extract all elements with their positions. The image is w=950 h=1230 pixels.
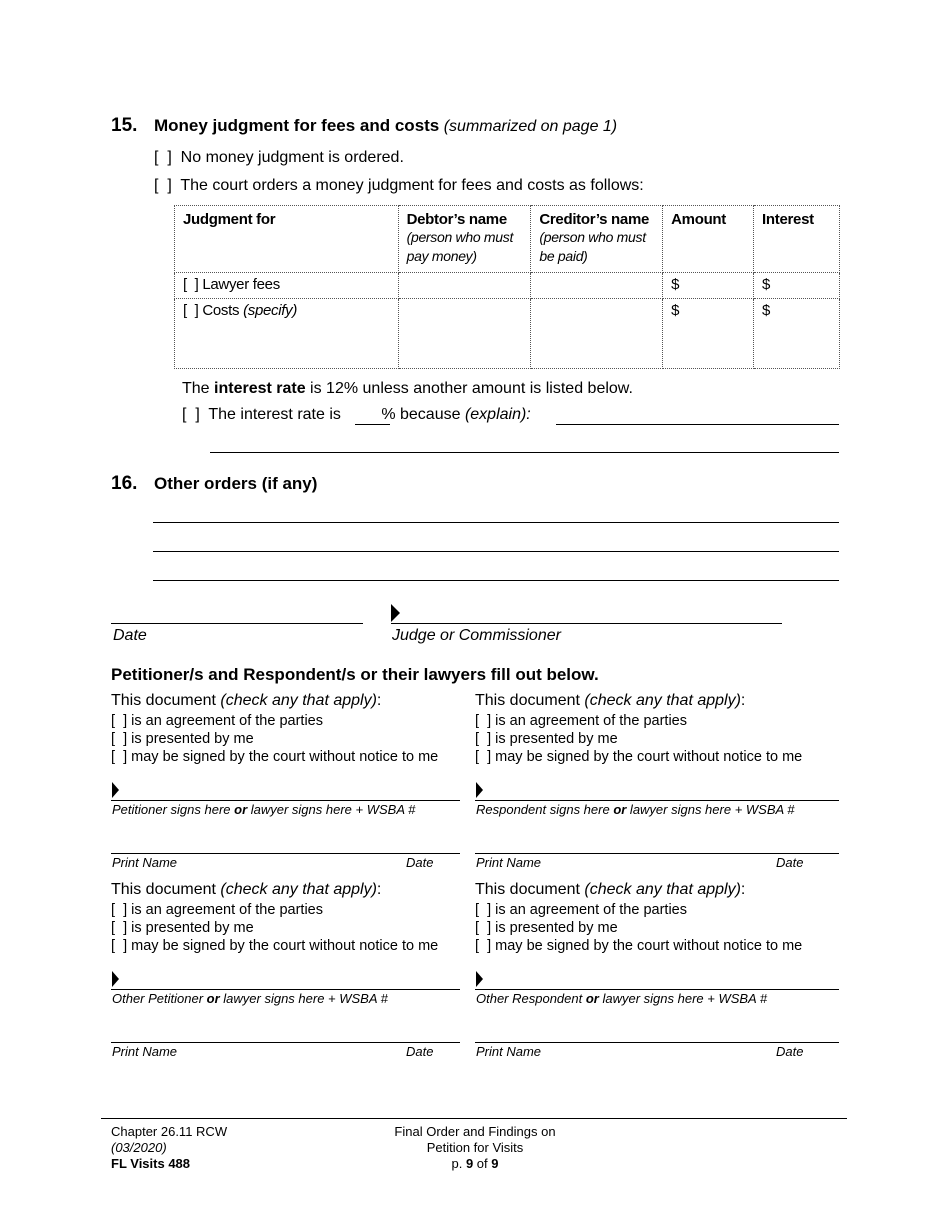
sign-arrow-icon [391,604,400,622]
document-type-label: This document (check any that apply): [475,692,746,709]
other-orders-line-2[interactable] [153,551,839,552]
date-label: Date [406,1044,434,1059]
header-interest: Interest [754,206,840,273]
judge-label: Judge or Commissioner [392,627,561,644]
header-creditor: Creditor’s name (person who must be paid) [531,206,663,273]
section-16-number: 16. [111,473,138,494]
date-label: Date [776,855,804,870]
interest-explain-line-1[interactable] [556,424,839,425]
judgment-table-header-row [175,206,840,273]
row-costs-interest-cell[interactable]: $ [754,299,840,369]
presented-by-me-checkbox[interactable]: [ ] is presented by me [475,920,618,936]
agreement-checkbox[interactable]: [ ] is an agreement of the parties [111,713,323,729]
other-petitioner-signature-line[interactable] [111,989,460,990]
row-costs-creditor-cell[interactable] [531,299,663,369]
other-respondent-signature-line[interactable] [475,989,839,990]
agreement-checkbox[interactable]: [ ] is an agreement of the parties [111,902,323,918]
document-type-label: This document (check any that apply): [111,881,382,898]
sign-arrow-icon [112,971,119,987]
print-name-label: Print Name [476,1044,542,1059]
signed-without-notice-checkbox[interactable]: [ ] may be signed by the court without notice to me [475,749,803,765]
other-petitioner-signature-caption: Other Petitioner or lawyer signs here + WSBA # [112,991,388,1006]
row-lawyer-fees-interest-cell[interactable]: $ [754,273,840,299]
signed-without-notice-checkbox[interactable]: [ ] may be signed by the court without notice to me [111,938,439,954]
respondent-signature-line[interactable] [475,800,839,801]
document-type-label: This document (check any that apply): [475,881,746,898]
row-costs-label[interactable]: [ ] Costs (specify) [175,299,399,369]
petitioner-signature-caption: Petitioner signs here or lawyer signs here + WSBA # [112,802,416,817]
date-label: Date [406,855,434,870]
signed-without-notice-checkbox[interactable]: [ ] may be signed by the court without notice to me [475,938,803,954]
sign-arrow-icon [112,782,119,798]
footer-title-line1: Final Order and Findings on [394,1124,556,1139]
date-label: Date [113,627,147,644]
footer-title-line2: Petition for Visits [426,1140,524,1155]
document-type-label: This document (check any that apply): [111,692,382,709]
date-label: Date [776,1044,804,1059]
section-15-number: 15. [111,115,138,136]
header-debtor: Debtor’s name (person who must pay money) [398,206,531,273]
petitioner-print-name-line[interactable] [111,853,460,854]
row-lawyer-fees-amount-cell[interactable]: $ [663,273,754,299]
interest-explain-line-2[interactable] [210,452,839,453]
judgment-table [174,205,840,369]
footer-statute: Chapter 26.11 RCW [111,1124,228,1139]
interest-rate-blank[interactable] [355,424,390,425]
other-petitioner-print-name-line[interactable] [111,1042,460,1043]
footer-divider [101,1118,847,1119]
row-lawyer-fees-debtor-cell[interactable] [398,273,531,299]
section-16-title: Other orders (if any) [154,474,318,493]
petitioner-signature-line[interactable] [111,800,460,801]
other-orders-line-3[interactable] [153,580,839,581]
footer-form-id: FL Visits 488 [111,1156,191,1171]
other-respondent-print-name-line[interactable] [475,1042,839,1043]
presented-by-me-checkbox[interactable]: [ ] is presented by me [111,731,254,747]
presented-by-me-checkbox[interactable]: [ ] is presented by me [475,731,618,747]
footer-center [375,1124,575,1172]
footer-left [111,1124,227,1172]
money-judgment-checkbox[interactable]: [ ] The court orders a money judgment for fees and costs as follows: [154,177,644,194]
row-costs-amount-cell[interactable]: $ [663,299,754,369]
sign-arrow-icon [476,782,483,798]
agreement-checkbox[interactable]: [ ] is an agreement of the parties [475,902,687,918]
respondent-print-name-line[interactable] [475,853,839,854]
section-15-title: Money judgment for fees and costs [154,116,440,135]
interest-rate-statement: The interest rate is 12% unless another amount is listed below. [182,380,633,397]
parties-heading: Petitioner/s and Respondent/s or their lawyers fill out below. [111,665,599,684]
other-orders-line-1[interactable] [153,522,839,523]
date-line[interactable] [111,623,363,624]
header-amount: Amount [663,206,754,273]
footer-page-number: p. 9 of 9 [451,1156,499,1171]
respondent-signature-caption: Respondent signs here or lawyer signs here + WSBA # [476,802,795,817]
signed-without-notice-checkbox[interactable]: [ ] may be signed by the court without notice to me [111,749,439,765]
section-15-heading [154,116,617,136]
sign-arrow-icon [476,971,483,987]
table-row [175,273,840,299]
other-respondent-signature-caption: Other Respondent or lawyer signs here + WSBA # [476,991,768,1006]
section-15-note: (summarized on page 1) [443,118,618,135]
row-lawyer-fees-creditor-cell[interactable] [531,273,663,299]
table-row [175,299,840,369]
footer-revision: (03/2020) [111,1140,167,1155]
agreement-checkbox[interactable]: [ ] is an agreement of the parties [475,713,687,729]
header-judgment-for: Judgment for [175,206,399,273]
row-lawyer-fees-label[interactable]: [ ] Lawyer fees [175,273,399,299]
row-costs-debtor-cell[interactable] [398,299,531,369]
no-money-judgment-checkbox[interactable]: [ ] No money judgment is ordered. [154,149,404,166]
judge-signature-line[interactable] [391,623,782,624]
print-name-label: Print Name [112,1044,178,1059]
print-name-label: Print Name [112,855,178,870]
interest-rate-option[interactable]: [ ] The interest rate is % because (explain): [182,406,531,423]
print-name-label: Print Name [476,855,542,870]
presented-by-me-checkbox[interactable]: [ ] is presented by me [111,920,254,936]
